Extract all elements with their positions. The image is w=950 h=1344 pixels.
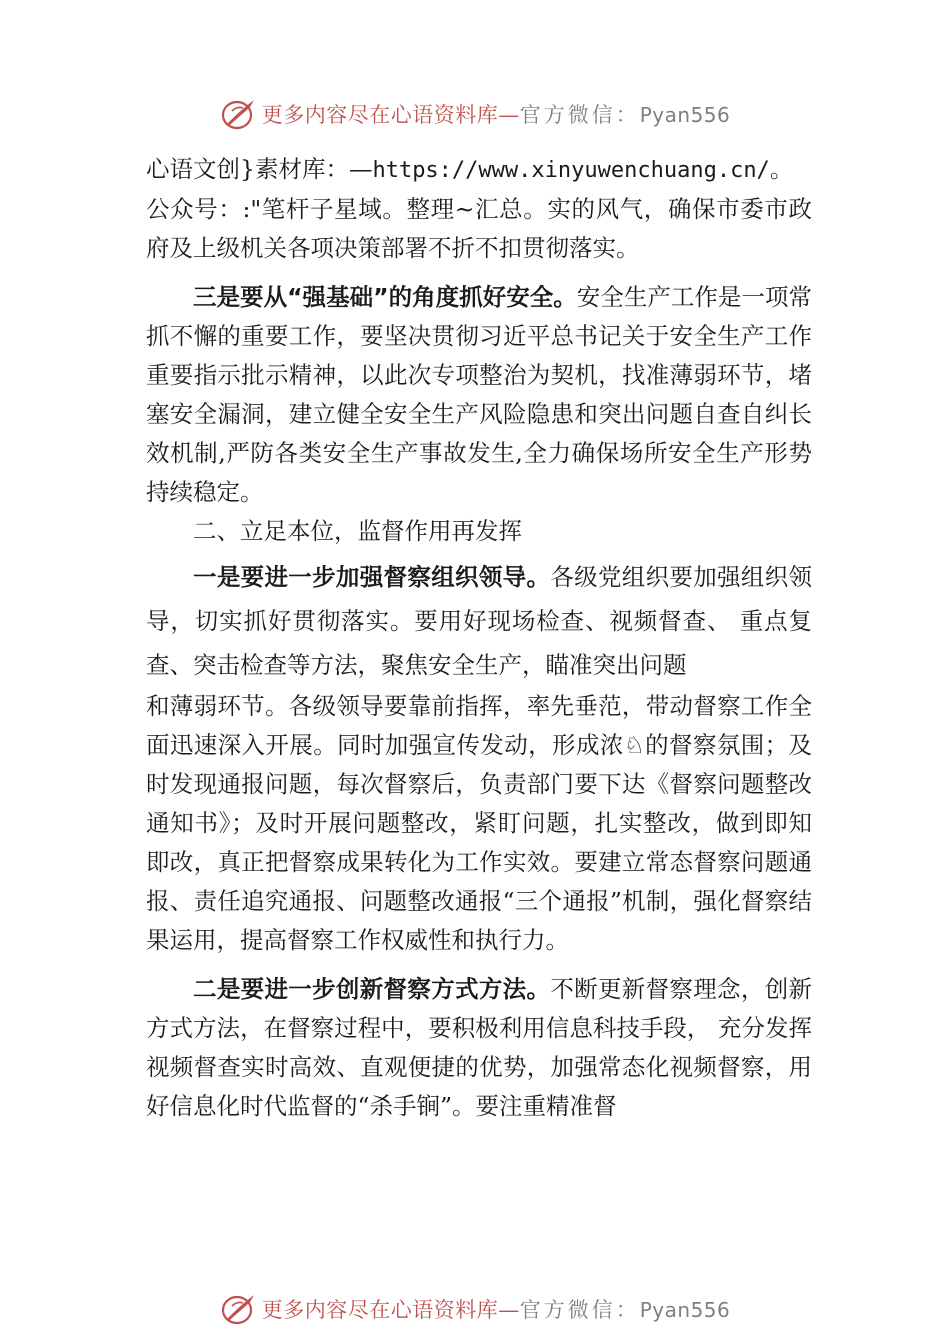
header-banner bbox=[0, 94, 950, 134]
paragraph-5-text: 不断更新督察理念，创新方式方法，在督察过程中，要积极利用信息科技手段， 充分发挥视频督查实时高效、直观便捷的优势，加强常态化视频督察，用好信息化时代监督的“杀手锏”。要注重精准督 bbox=[146, 975, 813, 1120]
banner-text bbox=[262, 1294, 731, 1324]
source-line-1 bbox=[146, 150, 812, 190]
pen-nib-logo-icon bbox=[220, 1292, 258, 1326]
paragraph-3-text: 安全生产工作是一项常抓不懈的重要工作，要坚决贯彻习近平总书记关于安全生产工作重要指示批示精神，以此次专项整治为契机，找准薄弱环节，堵塞安全漏洞，建立健全安全生产风险隐患和突出问题自查自纠长效机制,严防各类安全生产事故发生,全力确保场所安全生产形势持续稳定。 bbox=[146, 283, 813, 506]
banner-wechat-label: 官方微信： bbox=[519, 1298, 640, 1322]
section-2-title: 二、立足本位，监督作用再发挥 bbox=[193, 517, 522, 545]
source-url: https://www.xinyuwenchuang.cn/ bbox=[372, 158, 770, 183]
source-line-2: 公众号：:"笔杆子星域。整理~汇总。实的风气，确保市委市政府及上级机关各项决策部署不折不扣贯彻落实。 bbox=[146, 195, 812, 262]
banner-wechat-id: Pyan556 bbox=[639, 103, 731, 127]
banner-wechat-id: Pyan556 bbox=[639, 1298, 731, 1322]
banner-slogan: 更多内容尽在心语资料库 bbox=[261, 1298, 499, 1322]
paragraph-5-heading: 二是要进一步创新督察方式方法。 bbox=[193, 975, 551, 1003]
banner-text bbox=[262, 99, 731, 129]
source-suffix: 。 bbox=[769, 155, 794, 183]
banner-separator: — bbox=[498, 103, 520, 127]
banner-wechat-label: 官方微信： bbox=[519, 103, 640, 127]
paragraph-3 bbox=[146, 278, 812, 512]
footer-banner bbox=[0, 1289, 950, 1329]
paragraph-4-heading: 一是要进一步加强督察组织领导。 bbox=[193, 563, 551, 591]
paragraph-3-heading: 三是要从“强基础”的角度抓好安全。 bbox=[193, 283, 577, 311]
banner-slogan: 更多内容尽在心语资料库 bbox=[261, 103, 499, 127]
paragraph-5 bbox=[146, 970, 812, 1126]
pen-nib-logo-icon bbox=[220, 97, 258, 131]
paragraph-4b: 和薄弱环节。各级领导要靠前指挥，率先垂范，带动督察工作全面迅速深入开展。同时加强宣传发动，形成浓♘的督察氛围；及时发现通报问题，每次督察后，负责部门要下达《督察问题整改通知书》；及时开展问题整改，紧盯问题，扎实整改，做到即知即改，真正把督察成果转化为工作实效。要建立常态督察问题通报、责任追究通报、问题整改通报“三个通报”机制，强化督察结果运用，提高督察工作权威性和执行力。 bbox=[146, 692, 812, 954]
source-prefix: 心语文创}素材库：— bbox=[146, 155, 373, 183]
banner-separator: — bbox=[498, 1298, 520, 1322]
document-body bbox=[146, 150, 812, 1126]
paragraph-4a bbox=[146, 555, 812, 687]
paragraph-4-text-a: 各级党组织要加强组织领导，切实抓好贯彻落实。要用好现场检查、视频督查、 重点复查、突击检查等方法，聚焦安全生产，瞄准突出问题 bbox=[146, 563, 813, 679]
